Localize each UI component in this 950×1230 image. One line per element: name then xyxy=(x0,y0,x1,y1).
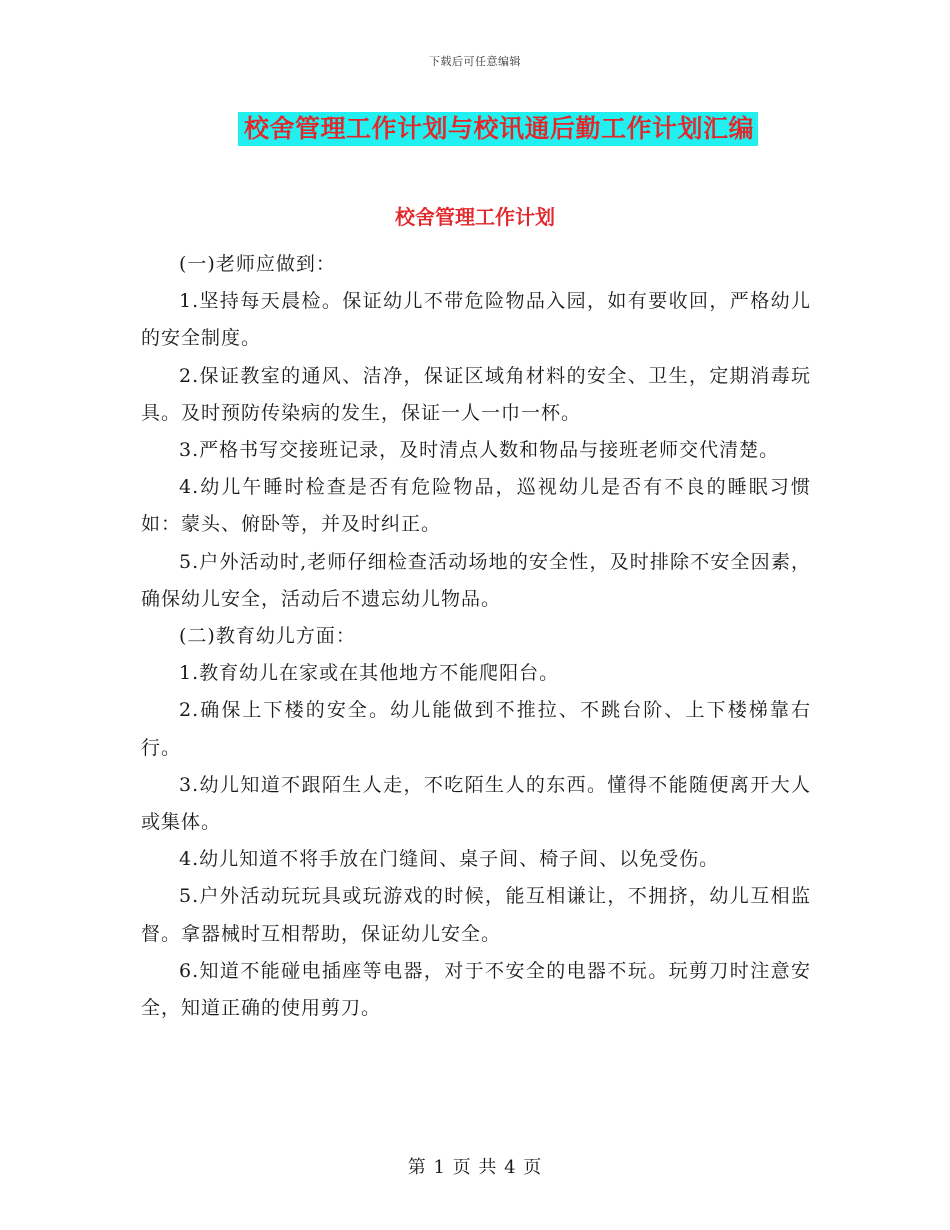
paragraph: 5.户外活动时,老师仔细检查活动场地的安全性，及时排除不安全因素，确保幼儿安全，活动后不遗忘幼儿物品。 xyxy=(141,550,811,610)
paragraph: 3.幼儿知道不跟陌生人走，不吃陌生人的东西。懂得不能随便离开大人或集体。 xyxy=(141,773,811,834)
document-body xyxy=(141,246,811,1027)
section-heading-children: (二)教育幼儿方面： xyxy=(179,625,356,648)
paragraph: 5.户外活动玩玩具或玩游戏的时候，能互相谦让，不拥挤，幼儿互相监督。拿器械时互相帮助，保证幼儿安全。 xyxy=(141,885,811,945)
paragraph: 4.幼儿知道不将手放在门缝间、桌子间、椅子间、以免受伤。 xyxy=(179,848,720,871)
section-title: 校舍管理工作计划 xyxy=(395,205,555,229)
page-footer: 第 1 页 共 4 页 xyxy=(407,1157,543,1178)
main-title: 校舍管理工作计划与校讯通后勤工作计划汇编 xyxy=(238,112,758,146)
section-heading-teachers: (一)老师应做到： xyxy=(179,253,336,275)
paragraph: 1.坚持每天晨检。保证幼儿不带危险物品入园，如有要收回，严格幼儿的安全制度。 xyxy=(141,290,811,350)
paragraph: 2.确保上下楼的安全。幼儿能做到不推拉、不跳台阶、上下楼梯靠右行。 xyxy=(141,699,811,759)
paragraph: 4.幼儿午睡时检查是否有危险物品，巡视幼儿是否有不良的睡眠习惯如：蒙头、俯卧等，并及时纠正。 xyxy=(141,476,811,536)
main-title-wrapper xyxy=(0,112,950,146)
paragraph: 2.保证教室的通风、洁净，保证区域角材料的安全、卫生，定期消毒玩具。及时预防传染病的发生，保证一人一巾一杯。 xyxy=(141,364,811,424)
paragraph: 1.教育幼儿在家或在其他地方不能爬阳台。 xyxy=(179,662,560,685)
header-note: 下载后可任意编辑 xyxy=(429,55,521,68)
paragraph: 6.知道不能碰电插座等电器，对于不安全的电器不玩。玩剪刀时注意安全，知道正确的使用剪刀。 xyxy=(141,959,811,1020)
paragraph: 3.严格书写交接班记录，及时清点人数和物品与接班老师交代清楚。 xyxy=(179,439,780,462)
